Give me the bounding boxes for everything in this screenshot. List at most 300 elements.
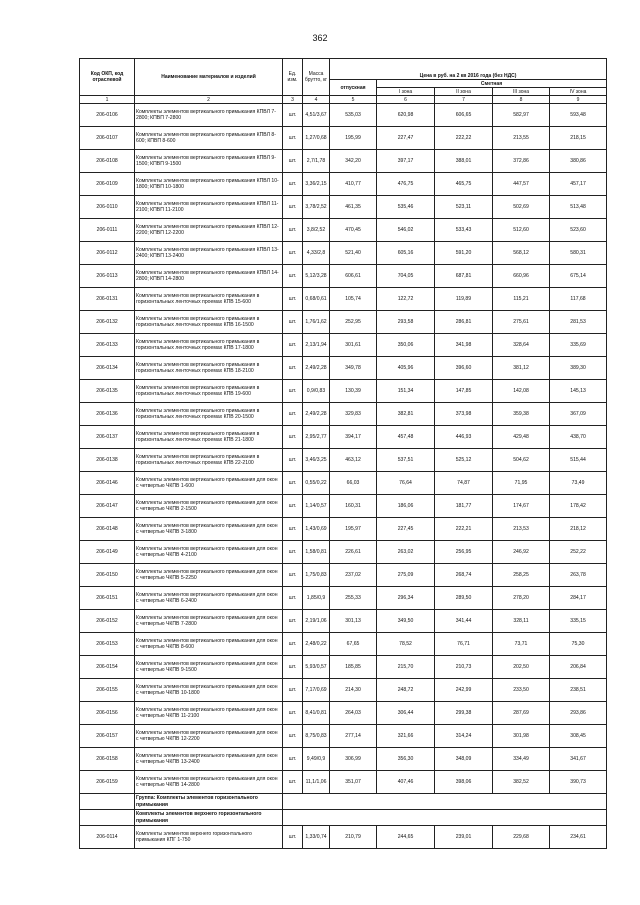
row-zone-4-price: 218,12 xyxy=(550,518,607,541)
row-zone-4-price: 515,44 xyxy=(550,449,607,472)
row-name: Комплекты элементов вертикального примыкания для окон с четвертью ЧКПВ 8-600 xyxy=(135,633,283,656)
row-name: Комплекты элементов вертикального примыкания для окон с четвертью ЧКПВ 2-1500 xyxy=(135,495,283,518)
row-code: 206-0148 xyxy=(80,518,135,541)
header-number: 5 xyxy=(330,96,377,104)
header-estimate: Сметная xyxy=(377,80,607,88)
row-zone-3-price: 287,69 xyxy=(493,702,550,725)
row-zone-4-price: 293,86 xyxy=(550,702,607,725)
row-zone-2-price: 222,21 xyxy=(435,518,493,541)
row-unit: шт. xyxy=(283,495,303,518)
row-mass: 2,48/0,22 xyxy=(303,633,330,656)
row-code: 206-0136 xyxy=(80,403,135,426)
header-zone-4: IV зона xyxy=(550,88,607,96)
row-unit: шт. xyxy=(283,288,303,311)
row-unit: шт. xyxy=(283,826,303,849)
row-zone-4-price: 390,73 xyxy=(550,771,607,794)
row-zone-4-price: 252,22 xyxy=(550,541,607,564)
header-number: 4 xyxy=(303,96,330,104)
row-zone-2-price: 523,11 xyxy=(435,196,493,219)
row-zone-2-price: 286,81 xyxy=(435,311,493,334)
row-zone-3-price: 73,71 xyxy=(493,633,550,656)
row-zone-3-price: 258,25 xyxy=(493,564,550,587)
row-zone-2-price: 256,95 xyxy=(435,541,493,564)
header-zone-2: II зона xyxy=(435,88,493,96)
row-zone-2-price: 341,98 xyxy=(435,334,493,357)
row-release-price: 394,17 xyxy=(330,426,377,449)
row-zone-3-price: 246,92 xyxy=(493,541,550,564)
header-number: 7 xyxy=(435,96,493,104)
row-unit: шт. xyxy=(283,610,303,633)
row-zone-1-price: 382,81 xyxy=(377,403,435,426)
row-code: 206-0108 xyxy=(80,150,135,173)
row-zone-4-price: 341,67 xyxy=(550,748,607,771)
row-name: Комплекты элементов вертикального примыкания КПВЛ 10-1800; КПВП 10-1800 xyxy=(135,173,283,196)
row-release-price: 255,33 xyxy=(330,587,377,610)
row-zone-1-price: 215,70 xyxy=(377,656,435,679)
row-zone-3-price: 660,96 xyxy=(493,265,550,288)
table-row xyxy=(80,725,607,748)
row-name: Комплекты элементов вертикального примыкания для окон с четвертью ЧКПВ 14-2800 xyxy=(135,771,283,794)
row-name: Комплекты элементов вертикального примыкания для окон с четвертью ЧКПВ 4-2100 xyxy=(135,541,283,564)
table-row xyxy=(80,380,607,403)
table-row xyxy=(80,633,607,656)
row-zone-4-price: 523,60 xyxy=(550,219,607,242)
row-mass: 2,95/2,77 xyxy=(303,426,330,449)
row-zone-1-price: 405,96 xyxy=(377,357,435,380)
header-number: 3 xyxy=(283,96,303,104)
row-name: Комплекты элементов вертикального примыкания КПВЛ 13-2400; КПВП 13-2400 xyxy=(135,242,283,265)
row-unit: шт. xyxy=(283,196,303,219)
row-name: Комплекты элементов вертикального примыкания в горизонтальных ленточных проемах КПВ 19-600 xyxy=(135,380,283,403)
row-code: 206-0157 xyxy=(80,725,135,748)
table-row xyxy=(80,472,607,495)
row-code: 206-0156 xyxy=(80,702,135,725)
header-price-group: Цена в руб. на 2 кв 2016 года (без НДС) xyxy=(330,59,607,80)
row-zone-2-price: 525,12 xyxy=(435,449,493,472)
row-code: 206-0147 xyxy=(80,495,135,518)
header-unit: Ед. изм. xyxy=(283,59,303,96)
row-mass: 4,33/2,8 xyxy=(303,242,330,265)
row-code: 206-0137 xyxy=(80,426,135,449)
row-release-price: 210,79 xyxy=(330,826,377,849)
row-release-price: 535,03 xyxy=(330,104,377,127)
row-mass: 2,49/2,28 xyxy=(303,357,330,380)
row-zone-1-price: 296,34 xyxy=(377,587,435,610)
row-zone-3-price: 213,55 xyxy=(493,127,550,150)
row-unit: шт. xyxy=(283,472,303,495)
table-row xyxy=(80,357,607,380)
table-row xyxy=(80,127,607,150)
row-zone-1-price: 151,34 xyxy=(377,380,435,403)
table-row xyxy=(80,426,607,449)
row-zone-1-price: 78,52 xyxy=(377,633,435,656)
row-release-price: 606,61 xyxy=(330,265,377,288)
row-mass: 9,49/0,9 xyxy=(303,748,330,771)
row-zone-1-price: 227,47 xyxy=(377,127,435,150)
row-zone-2-price: 242,99 xyxy=(435,679,493,702)
row-zone-1-price: 293,58 xyxy=(377,311,435,334)
row-code: 206-0109 xyxy=(80,173,135,196)
row-unit: шт. xyxy=(283,265,303,288)
table-row xyxy=(80,311,607,334)
row-zone-2-price: 299,38 xyxy=(435,702,493,725)
row-mass: 2,19/1,06 xyxy=(303,610,330,633)
row-zone-1-price: 397,17 xyxy=(377,150,435,173)
group-empty xyxy=(283,810,607,826)
row-mass: 2,49/2,28 xyxy=(303,403,330,426)
row-zone-2-price: 181,77 xyxy=(435,495,493,518)
row-mass: 1,27/0,68 xyxy=(303,127,330,150)
row-name: Комплекты элементов вертикального примыкания для окон с четвертью ЧКПВ 5-2250 xyxy=(135,564,283,587)
row-zone-3-price: 301,98 xyxy=(493,725,550,748)
row-zone-4-price: 380,86 xyxy=(550,150,607,173)
row-unit: шт. xyxy=(283,380,303,403)
row-zone-1-price: 605,16 xyxy=(377,242,435,265)
row-zone-4-price: 513,48 xyxy=(550,196,607,219)
row-zone-3-price: 174,67 xyxy=(493,495,550,518)
row-zone-3-price: 229,68 xyxy=(493,826,550,849)
row-name: Комплекты элементов вертикального примыкания для окон с четвертью ЧКПВ 11-2100 xyxy=(135,702,283,725)
row-release-price: 470,45 xyxy=(330,219,377,242)
row-zone-4-price: 593,48 xyxy=(550,104,607,127)
header-number: 6 xyxy=(377,96,435,104)
row-zone-3-price: 142,08 xyxy=(493,380,550,403)
row-release-price: 252,95 xyxy=(330,311,377,334)
table-row xyxy=(80,288,607,311)
header-zone-3: III зона xyxy=(493,88,550,96)
row-name: Комплекты элементов вертикального примыкания в горизонтальных ленточных проемах КПВ 18-2100 xyxy=(135,357,283,380)
row-zone-2-price: 446,93 xyxy=(435,426,493,449)
row-zone-1-price: 263,02 xyxy=(377,541,435,564)
row-mass: 11,1/1,06 xyxy=(303,771,330,794)
row-unit: шт. xyxy=(283,518,303,541)
row-code: 206-0110 xyxy=(80,196,135,219)
row-zone-2-price: 76,71 xyxy=(435,633,493,656)
row-name: Комплекты элементов вертикального примыкания в горизонтальных ленточных проемах КПВ 15-600 xyxy=(135,288,283,311)
row-zone-2-price: 119,89 xyxy=(435,288,493,311)
row-zone-2-price: 210,73 xyxy=(435,656,493,679)
row-code: 206-0112 xyxy=(80,242,135,265)
row-code: 206-0146 xyxy=(80,472,135,495)
row-zone-3-price: 278,20 xyxy=(493,587,550,610)
row-unit: шт. xyxy=(283,242,303,265)
row-unit: шт. xyxy=(283,541,303,564)
row-name: Комплекты элементов вертикального примыкания для окон с четвертью ЧКПВ 3-1800 xyxy=(135,518,283,541)
row-zone-3-price: 213,53 xyxy=(493,518,550,541)
table-row xyxy=(80,173,607,196)
table-row xyxy=(80,702,607,725)
row-code: 206-0152 xyxy=(80,610,135,633)
row-zone-4-price: 218,15 xyxy=(550,127,607,150)
table-row xyxy=(80,656,607,679)
row-mass: 2,13/1,94 xyxy=(303,334,330,357)
row-code: 206-0133 xyxy=(80,334,135,357)
row-name: Комплекты элементов вертикального примыкания КПВЛ 8-600; КПВП 8-600 xyxy=(135,127,283,150)
row-zone-1-price: 356,30 xyxy=(377,748,435,771)
row-unit: шт. xyxy=(283,334,303,357)
row-name: Комплекты элементов вертикального примыкания в горизонтальных ленточных проемах КПВ 20-1500 xyxy=(135,403,283,426)
page-number: 362 xyxy=(312,33,328,43)
row-code: 206-0151 xyxy=(80,587,135,610)
row-release-price: 277,14 xyxy=(330,725,377,748)
row-unit: шт. xyxy=(283,587,303,610)
row-zone-2-price: 398,06 xyxy=(435,771,493,794)
row-zone-4-price: 238,51 xyxy=(550,679,607,702)
row-zone-2-price: 314,24 xyxy=(435,725,493,748)
row-mass: 1,76/1,62 xyxy=(303,311,330,334)
row-release-price: 195,99 xyxy=(330,127,377,150)
header-numbers-row xyxy=(80,96,607,104)
row-zone-4-price: 284,17 xyxy=(550,587,607,610)
row-zone-4-price: 263,78 xyxy=(550,564,607,587)
table-row xyxy=(80,242,607,265)
row-zone-1-price: 537,51 xyxy=(377,449,435,472)
row-code: 206-0113 xyxy=(80,265,135,288)
group-empty xyxy=(283,794,607,810)
row-unit: шт. xyxy=(283,702,303,725)
table-row xyxy=(80,679,607,702)
row-unit: шт. xyxy=(283,679,303,702)
row-zone-2-price: 222,22 xyxy=(435,127,493,150)
row-zone-3-price: 502,69 xyxy=(493,196,550,219)
table-row xyxy=(80,104,607,127)
row-zone-4-price: 281,53 xyxy=(550,311,607,334)
header-number: 1 xyxy=(80,96,135,104)
row-zone-1-price: 546,02 xyxy=(377,219,435,242)
row-unit: шт. xyxy=(283,150,303,173)
header-release: отпускная xyxy=(330,80,377,96)
row-zone-1-price: 704,05 xyxy=(377,265,435,288)
row-zone-1-price: 186,06 xyxy=(377,495,435,518)
row-mass: 4,51/3,67 xyxy=(303,104,330,127)
row-zone-4-price: 367,09 xyxy=(550,403,607,426)
row-mass: 3,78/2,52 xyxy=(303,196,330,219)
header-number: 9 xyxy=(550,96,607,104)
row-zone-3-price: 359,38 xyxy=(493,403,550,426)
row-mass: 5,93/0,57 xyxy=(303,656,330,679)
row-release-price: 195,97 xyxy=(330,518,377,541)
group-row xyxy=(80,794,607,810)
row-zone-4-price: 335,69 xyxy=(550,334,607,357)
row-zone-4-price: 117,68 xyxy=(550,288,607,311)
row-name: Комплекты элементов вертикального примыкания для окон с четвертью ЧКПВ 6-2400 xyxy=(135,587,283,610)
row-zone-1-price: 476,75 xyxy=(377,173,435,196)
row-release-price: 237,02 xyxy=(330,564,377,587)
row-zone-4-price: 675,14 xyxy=(550,265,607,288)
row-zone-3-price: 334,49 xyxy=(493,748,550,771)
row-name: Комплекты элементов верхнего горизонтального примыкания КПГ 1-750 xyxy=(135,826,283,849)
row-unit: шт. xyxy=(283,771,303,794)
table-row xyxy=(80,449,607,472)
row-mass: 3,36/2,15 xyxy=(303,173,330,196)
row-release-price: 301,13 xyxy=(330,610,377,633)
row-name: Комплекты элементов вертикального примыкания в горизонтальных ленточных проемах КПВ 21-1800 xyxy=(135,426,283,449)
row-zone-2-price: 396,60 xyxy=(435,357,493,380)
row-name: Комплекты элементов вертикального примыкания для окон с четвертью ЧКПВ 10-1800 xyxy=(135,679,283,702)
row-mass: 3,46/3,25 xyxy=(303,449,330,472)
row-code: 206-0158 xyxy=(80,748,135,771)
row-zone-4-price: 308,45 xyxy=(550,725,607,748)
row-zone-2-price: 373,98 xyxy=(435,403,493,426)
row-code: 206-0154 xyxy=(80,656,135,679)
row-name: Комплекты элементов вертикального примыкания КПВЛ 9-1500; КПВП 9-1500 xyxy=(135,150,283,173)
row-release-price: 463,12 xyxy=(330,449,377,472)
row-zone-1-price: 275,09 xyxy=(377,564,435,587)
row-release-price: 342,20 xyxy=(330,150,377,173)
row-zone-4-price: 206,84 xyxy=(550,656,607,679)
row-zone-4-price: 73,49 xyxy=(550,472,607,495)
row-name: Комплекты элементов вертикального примыкания КПВЛ 12-2200; КПВП 12-2200 xyxy=(135,219,283,242)
row-name: Комплекты элементов вертикального примыкания в горизонтальных ленточных проемах КПВ 22-2100 xyxy=(135,449,283,472)
row-release-price: 410,77 xyxy=(330,173,377,196)
table-row xyxy=(80,826,607,849)
group-title: Группа: Комплекты элементов горизонтального примыкания xyxy=(135,794,283,810)
group-code-empty xyxy=(80,794,135,810)
row-unit: шт. xyxy=(283,633,303,656)
table-row xyxy=(80,265,607,288)
row-zone-1-price: 244,65 xyxy=(377,826,435,849)
row-mass: 1,85/0,9 xyxy=(303,587,330,610)
row-mass: 1,58/0,81 xyxy=(303,541,330,564)
row-zone-3-price: 328,64 xyxy=(493,334,550,357)
row-unit: шт. xyxy=(283,104,303,127)
row-code: 206-0149 xyxy=(80,541,135,564)
row-release-price: 461,35 xyxy=(330,196,377,219)
row-release-price: 130,39 xyxy=(330,380,377,403)
row-name: Комплекты элементов вертикального примыкания КПВЛ 11-2100; КПВП 11-2100 xyxy=(135,196,283,219)
row-zone-4-price: 335,15 xyxy=(550,610,607,633)
table-row xyxy=(80,150,607,173)
row-code: 206-0131 xyxy=(80,288,135,311)
row-unit: шт. xyxy=(283,725,303,748)
row-zone-4-price: 145,13 xyxy=(550,380,607,403)
row-release-price: 160,31 xyxy=(330,495,377,518)
table-body xyxy=(80,104,607,849)
group-title: Комплекты элементов верхнего горизонтального примыкания xyxy=(135,810,283,826)
row-unit: шт. xyxy=(283,357,303,380)
row-zone-2-price: 388,01 xyxy=(435,150,493,173)
row-code: 206-0153 xyxy=(80,633,135,656)
row-zone-3-price: 233,50 xyxy=(493,679,550,702)
row-zone-1-price: 457,48 xyxy=(377,426,435,449)
table-row xyxy=(80,219,607,242)
row-zone-3-price: 71,95 xyxy=(493,472,550,495)
row-zone-2-price: 533,43 xyxy=(435,219,493,242)
row-zone-1-price: 350,06 xyxy=(377,334,435,357)
row-mass: 8,41/0,81 xyxy=(303,702,330,725)
row-code: 206-0134 xyxy=(80,357,135,380)
table-header xyxy=(80,59,607,104)
row-release-price: 66,03 xyxy=(330,472,377,495)
row-release-price: 226,61 xyxy=(330,541,377,564)
row-unit: шт. xyxy=(283,449,303,472)
row-name: Комплекты элементов вертикального примыкания в горизонтальных ленточных проемах КПВ 16-1500 xyxy=(135,311,283,334)
row-release-price: 351,07 xyxy=(330,771,377,794)
row-unit: шт. xyxy=(283,564,303,587)
row-zone-3-price: 372,86 xyxy=(493,150,550,173)
row-zone-2-price: 606,65 xyxy=(435,104,493,127)
table-row xyxy=(80,196,607,219)
row-zone-1-price: 620,98 xyxy=(377,104,435,127)
row-name: Комплекты элементов вертикального примыкания КПВЛ 14-2800; КПВП 14-2800 xyxy=(135,265,283,288)
row-mass: 3,8/2,52 xyxy=(303,219,330,242)
row-mass: 0,68/0,61 xyxy=(303,288,330,311)
row-zone-1-price: 321,66 xyxy=(377,725,435,748)
table-row xyxy=(80,334,607,357)
row-zone-3-price: 328,11 xyxy=(493,610,550,633)
row-zone-4-price: 234,61 xyxy=(550,826,607,849)
table-row xyxy=(80,587,607,610)
row-zone-1-price: 76,64 xyxy=(377,472,435,495)
row-mass: 0,55/0,22 xyxy=(303,472,330,495)
row-zone-2-price: 147,85 xyxy=(435,380,493,403)
row-zone-4-price: 580,31 xyxy=(550,242,607,265)
row-zone-3-price: 275,61 xyxy=(493,311,550,334)
row-code: 206-0159 xyxy=(80,771,135,794)
row-code: 206-0106 xyxy=(80,104,135,127)
row-name: Комплекты элементов вертикального примыкания для окон с четвертью ЧКПВ 7-2800 xyxy=(135,610,283,633)
row-unit: шт. xyxy=(283,656,303,679)
row-mass: 1,33/0,74 xyxy=(303,826,330,849)
row-zone-2-price: 687,81 xyxy=(435,265,493,288)
row-code: 206-0111 xyxy=(80,219,135,242)
row-mass: 2,7/1,78 xyxy=(303,150,330,173)
row-zone-3-price: 382,52 xyxy=(493,771,550,794)
row-zone-3-price: 512,60 xyxy=(493,219,550,242)
table-row xyxy=(80,495,607,518)
row-zone-3-price: 202,50 xyxy=(493,656,550,679)
group-row xyxy=(80,810,607,826)
group-code-empty xyxy=(80,810,135,826)
row-zone-2-price: 348,09 xyxy=(435,748,493,771)
row-code: 206-0155 xyxy=(80,679,135,702)
row-mass: 0,9/0,83 xyxy=(303,380,330,403)
row-release-price: 301,61 xyxy=(330,334,377,357)
row-release-price: 306,99 xyxy=(330,748,377,771)
row-code: 206-0107 xyxy=(80,127,135,150)
row-zone-3-price: 568,12 xyxy=(493,242,550,265)
header-mass: Масса брутто, кг xyxy=(303,59,330,96)
row-zone-4-price: 178,42 xyxy=(550,495,607,518)
row-name: Комплекты элементов вертикального примыкания в горизонтальных ленточных проемах КПВ 17-1800 xyxy=(135,334,283,357)
row-zone-2-price: 268,74 xyxy=(435,564,493,587)
row-release-price: 67,65 xyxy=(330,633,377,656)
row-mass: 1,43/0,69 xyxy=(303,518,330,541)
table-row xyxy=(80,518,607,541)
header-number: 8 xyxy=(493,96,550,104)
table-row xyxy=(80,610,607,633)
row-zone-1-price: 248,72 xyxy=(377,679,435,702)
row-unit: шт. xyxy=(283,173,303,196)
row-name: Комплекты элементов вертикального примыкания для окон с четвертью ЧКПВ 12-2200 xyxy=(135,725,283,748)
row-release-price: 329,83 xyxy=(330,403,377,426)
table-row xyxy=(80,564,607,587)
row-unit: шт. xyxy=(283,748,303,771)
row-zone-3-price: 381,12 xyxy=(493,357,550,380)
row-zone-2-price: 289,50 xyxy=(435,587,493,610)
row-mass: 1,75/0,83 xyxy=(303,564,330,587)
row-zone-2-price: 341,44 xyxy=(435,610,493,633)
table-row xyxy=(80,748,607,771)
row-zone-1-price: 349,50 xyxy=(377,610,435,633)
row-code: 206-0114 xyxy=(80,826,135,849)
row-zone-1-price: 407,46 xyxy=(377,771,435,794)
row-zone-1-price: 122,72 xyxy=(377,288,435,311)
row-unit: шт. xyxy=(283,219,303,242)
row-name: Комплекты элементов вертикального примыкания для окон с четвертью ЧКПВ 9-1500 xyxy=(135,656,283,679)
header-number: 2 xyxy=(135,96,283,104)
row-zone-4-price: 457,17 xyxy=(550,173,607,196)
